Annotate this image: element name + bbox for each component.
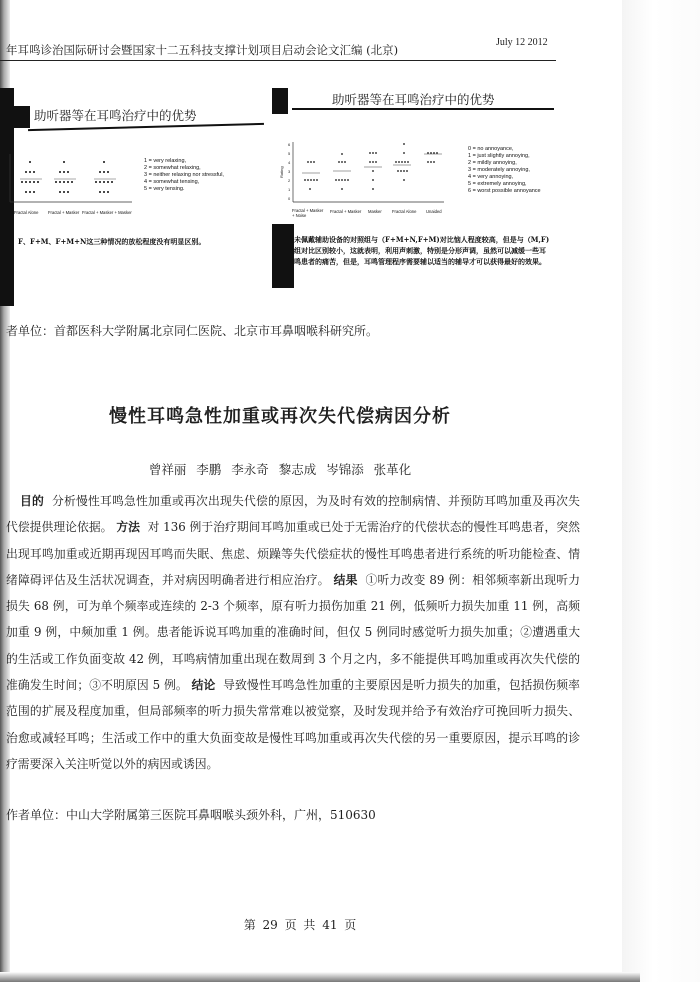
article-title: 慢性耳鸣急性加重或再次失代偿病因分析 <box>109 406 451 427</box>
legend-item: 5 = extremely annoying, <box>468 181 527 187</box>
slide-left-legend <box>144 158 224 193</box>
scan-right-edge <box>622 0 700 982</box>
text-result: ①听力改变 89 例：相邻频率新出现听力损失 68 例，可为单个频率或连续的 2-3 个频率，原有听力损伤加重 21 例，低频听力损失加重 11 例，高频加重 9 例，中频加重 1 例。患者能诉说耳鸣加重的准确时间，但仅 5 例同时感觉听力损失加重；②遭遇重大的生活或工作负面变故 42 例，耳鸣病情加重出现在数周到 3 个月之内，多不能提供耳鸣加重或再次失代偿的准确发生时间；③不明原因 5 例。 <box>6 572 581 693</box>
y-tick: 5 <box>288 151 291 156</box>
slide-left <box>0 88 268 306</box>
y-tick: 4 <box>288 160 291 165</box>
legend-item: 4 = very annoying, <box>468 174 514 180</box>
text-objective: 分析慢性耳鸣急性加重或再次出现失代偿的原因，为及时有效的控制病情、并预防耳鸣加重及再次失代偿提供理论依据。 <box>6 494 580 535</box>
legend-item: 6 = worst possible annoyance <box>468 188 541 194</box>
slide-left-title: 助听器等在耳鸣治疗中的优势 <box>34 108 197 123</box>
slide-right-x-label-3: Masker <box>368 209 382 214</box>
label-method: 方法 <box>116 520 140 535</box>
slide-left-title-tab <box>0 106 30 128</box>
previous-article-affiliation: 者单位：首都医科大学附属北京同仁医院、北京市耳鼻咽喉科研究所。 <box>6 324 379 338</box>
header-rule <box>0 60 556 61</box>
slide-left-note: F、F+M、F+M+N这三种情况的放松程度没有明显区别。 <box>18 237 206 246</box>
slide-right-dot-plot <box>280 140 446 212</box>
slide-right-title: 助听器等在耳鸣治疗中的优势 <box>332 92 495 107</box>
y-tick: 0 <box>288 196 291 201</box>
slide-right-x-label-2: Fractal + Masker <box>330 209 362 214</box>
article-abstract <box>6 488 580 777</box>
legend-item: 0 = no annoyance, <box>468 146 514 152</box>
y-axis-title: Rating <box>279 166 284 178</box>
slide-left-dot-plot <box>8 152 134 208</box>
text-method: 对 136 例于治疗期间耳鸣加重或已处于无需治疗的代偿状态的慢性耳鸣患者，突然出现耳鸣加重或近期再现因耳鸣而失眠、焦虑、烦躁等失代偿症状的慢性耳鸣患者进行系统的听功能检查、情绪障碍评估及生活状况调查，并对病因明确者进行相应治疗。 <box>6 520 580 587</box>
legend-item: 1 = very relaxing, <box>144 158 187 164</box>
legend-item: 3 = neither relaxing nor stressful, <box>144 172 224 178</box>
slide-right-x-label-4: Fractal Alone <box>392 209 417 214</box>
text-conclusion: 导致慢性耳鸣急性加重的主要原因是听力损失的加重，包括损伤频率范围的扩展及程度加重，但局部频率的听力损失常常难以被觉察，及时发现并给予有效治疗可挽回听力损失、治愈或减轻耳鸣；生活或工作中的重大负面变故是慢性耳鸣加重或再次失代偿的另一重要原因，提示耳鸣的诊疗需要深入关注听觉以外的病因或诱因。 <box>6 678 580 771</box>
slide-left-x-label-1: Fractal Alone <box>14 210 39 215</box>
legend-item: 2 = somewhat relaxing, <box>144 165 201 171</box>
y-tick: 1 <box>288 187 291 192</box>
legend-item: 1 = just slightly annoying, <box>468 153 530 159</box>
slide-right-legend <box>468 146 541 195</box>
slide-right-note: 未佩戴辅助设备的对照组与（F+M+N,F+M)对比恼人程度较高，但是与（M,F)组对比区别较小，这就表明，利用声刺激，特别是分形声调，虽然可以减缓一些耳鸣患者的痛苦，但是，耳鸣管理程序需要辅以适当的辅导才可以获得最好的效果。 <box>294 235 550 266</box>
running-header: 年耳鸣诊治国际研讨会暨国家十二五科技支撑计划项目启动会论文汇编 (北京) <box>6 43 399 57</box>
scan-bottom-shadow <box>0 972 640 982</box>
legend-item: 2 = mildly annoying, <box>468 160 517 166</box>
slide-right-x-label-1: Fractal + Masker + Noise <box>292 208 324 218</box>
slide-left-title-rule <box>28 123 264 131</box>
y-tick: 3 <box>288 169 291 174</box>
slide-right-note-block <box>272 224 294 288</box>
header-date: July 12 2012 <box>496 37 548 48</box>
slide-right-title-rule <box>292 108 554 110</box>
page-footer: 第 29 页 共 41 页 <box>243 918 357 932</box>
y-tick: 2 <box>288 178 291 183</box>
slide-right-title-block <box>272 88 288 114</box>
article-authors: 曾祥丽 李鹏 李永奇 黎志成 岑锦添 张革化 <box>148 462 412 477</box>
label-conclusion: 结论 <box>191 678 216 693</box>
slide-right-x-label-5: Unaided <box>426 209 442 214</box>
legend-item: 5 = very tensing. <box>144 186 185 192</box>
slide-left-x-label-2: Fractal + Masker <box>48 210 80 215</box>
legend-item: 4 = somewhat tensing, <box>144 179 200 185</box>
slide-right <box>272 84 562 294</box>
label-objective: 目的 <box>20 494 45 508</box>
legend-item: 3 = moderately annoying, <box>468 167 530 173</box>
label-result: 结果 <box>333 572 358 587</box>
y-tick: 6 <box>288 142 291 147</box>
slide-left-x-label-3: Fractal + Masker + Masker <box>82 210 132 215</box>
article-affiliation: 作者单位：中山大学附属第三医院耳鼻咽喉头颈外科，广州，510630 <box>6 808 376 822</box>
